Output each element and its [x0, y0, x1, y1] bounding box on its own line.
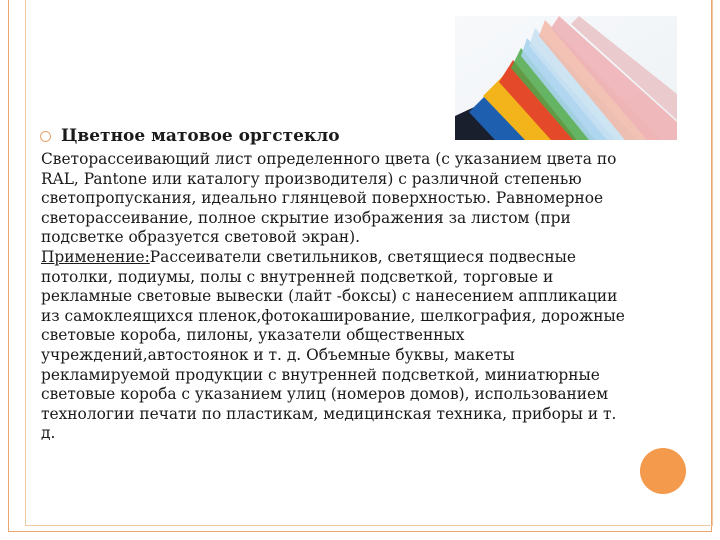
slide-title: Цветное матовое оргстекло [61, 126, 340, 146]
title-row [40, 124, 340, 148]
application-paragraph [41, 248, 631, 444]
decor-orange-circle [640, 448, 686, 494]
circle-bullet-icon [40, 131, 51, 142]
application-label: Применение: [41, 247, 150, 266]
slide-body [41, 150, 631, 444]
description-paragraph: Светорассеивающий лист определенного цвета (с указанием цвета по RAL, Pantone или каталогу производителя) с различной степенью светопропускания, идеально глянцевой поверхностью. Равномерное светорассеивание, полное скрытие изображения за листом (при подсветке образуется световой экран). [41, 150, 617, 247]
application-text: Рассеиватели светильников, светящиеся подвесные потолки, подиумы, полы с внутренней подсветкой, торговые и рекламные световые вывески (лайт -боксы) с нанесением аппликации из самоклеящихся пленок,фотокаширование, шелкография, дорожные световые короба, пилоны, указатели общественных учреждений,автостоянок и т. д. Объемные буквы, макеты рекламируемой продукции с внутренней подсветкой, миниатюрные световые короба с указанием улиц (номеров домов), использованием технологии печати по пластикам, медицинская техника, приборы и т. д. [41, 247, 625, 443]
colored-acrylic-sheets-photo [455, 16, 677, 140]
